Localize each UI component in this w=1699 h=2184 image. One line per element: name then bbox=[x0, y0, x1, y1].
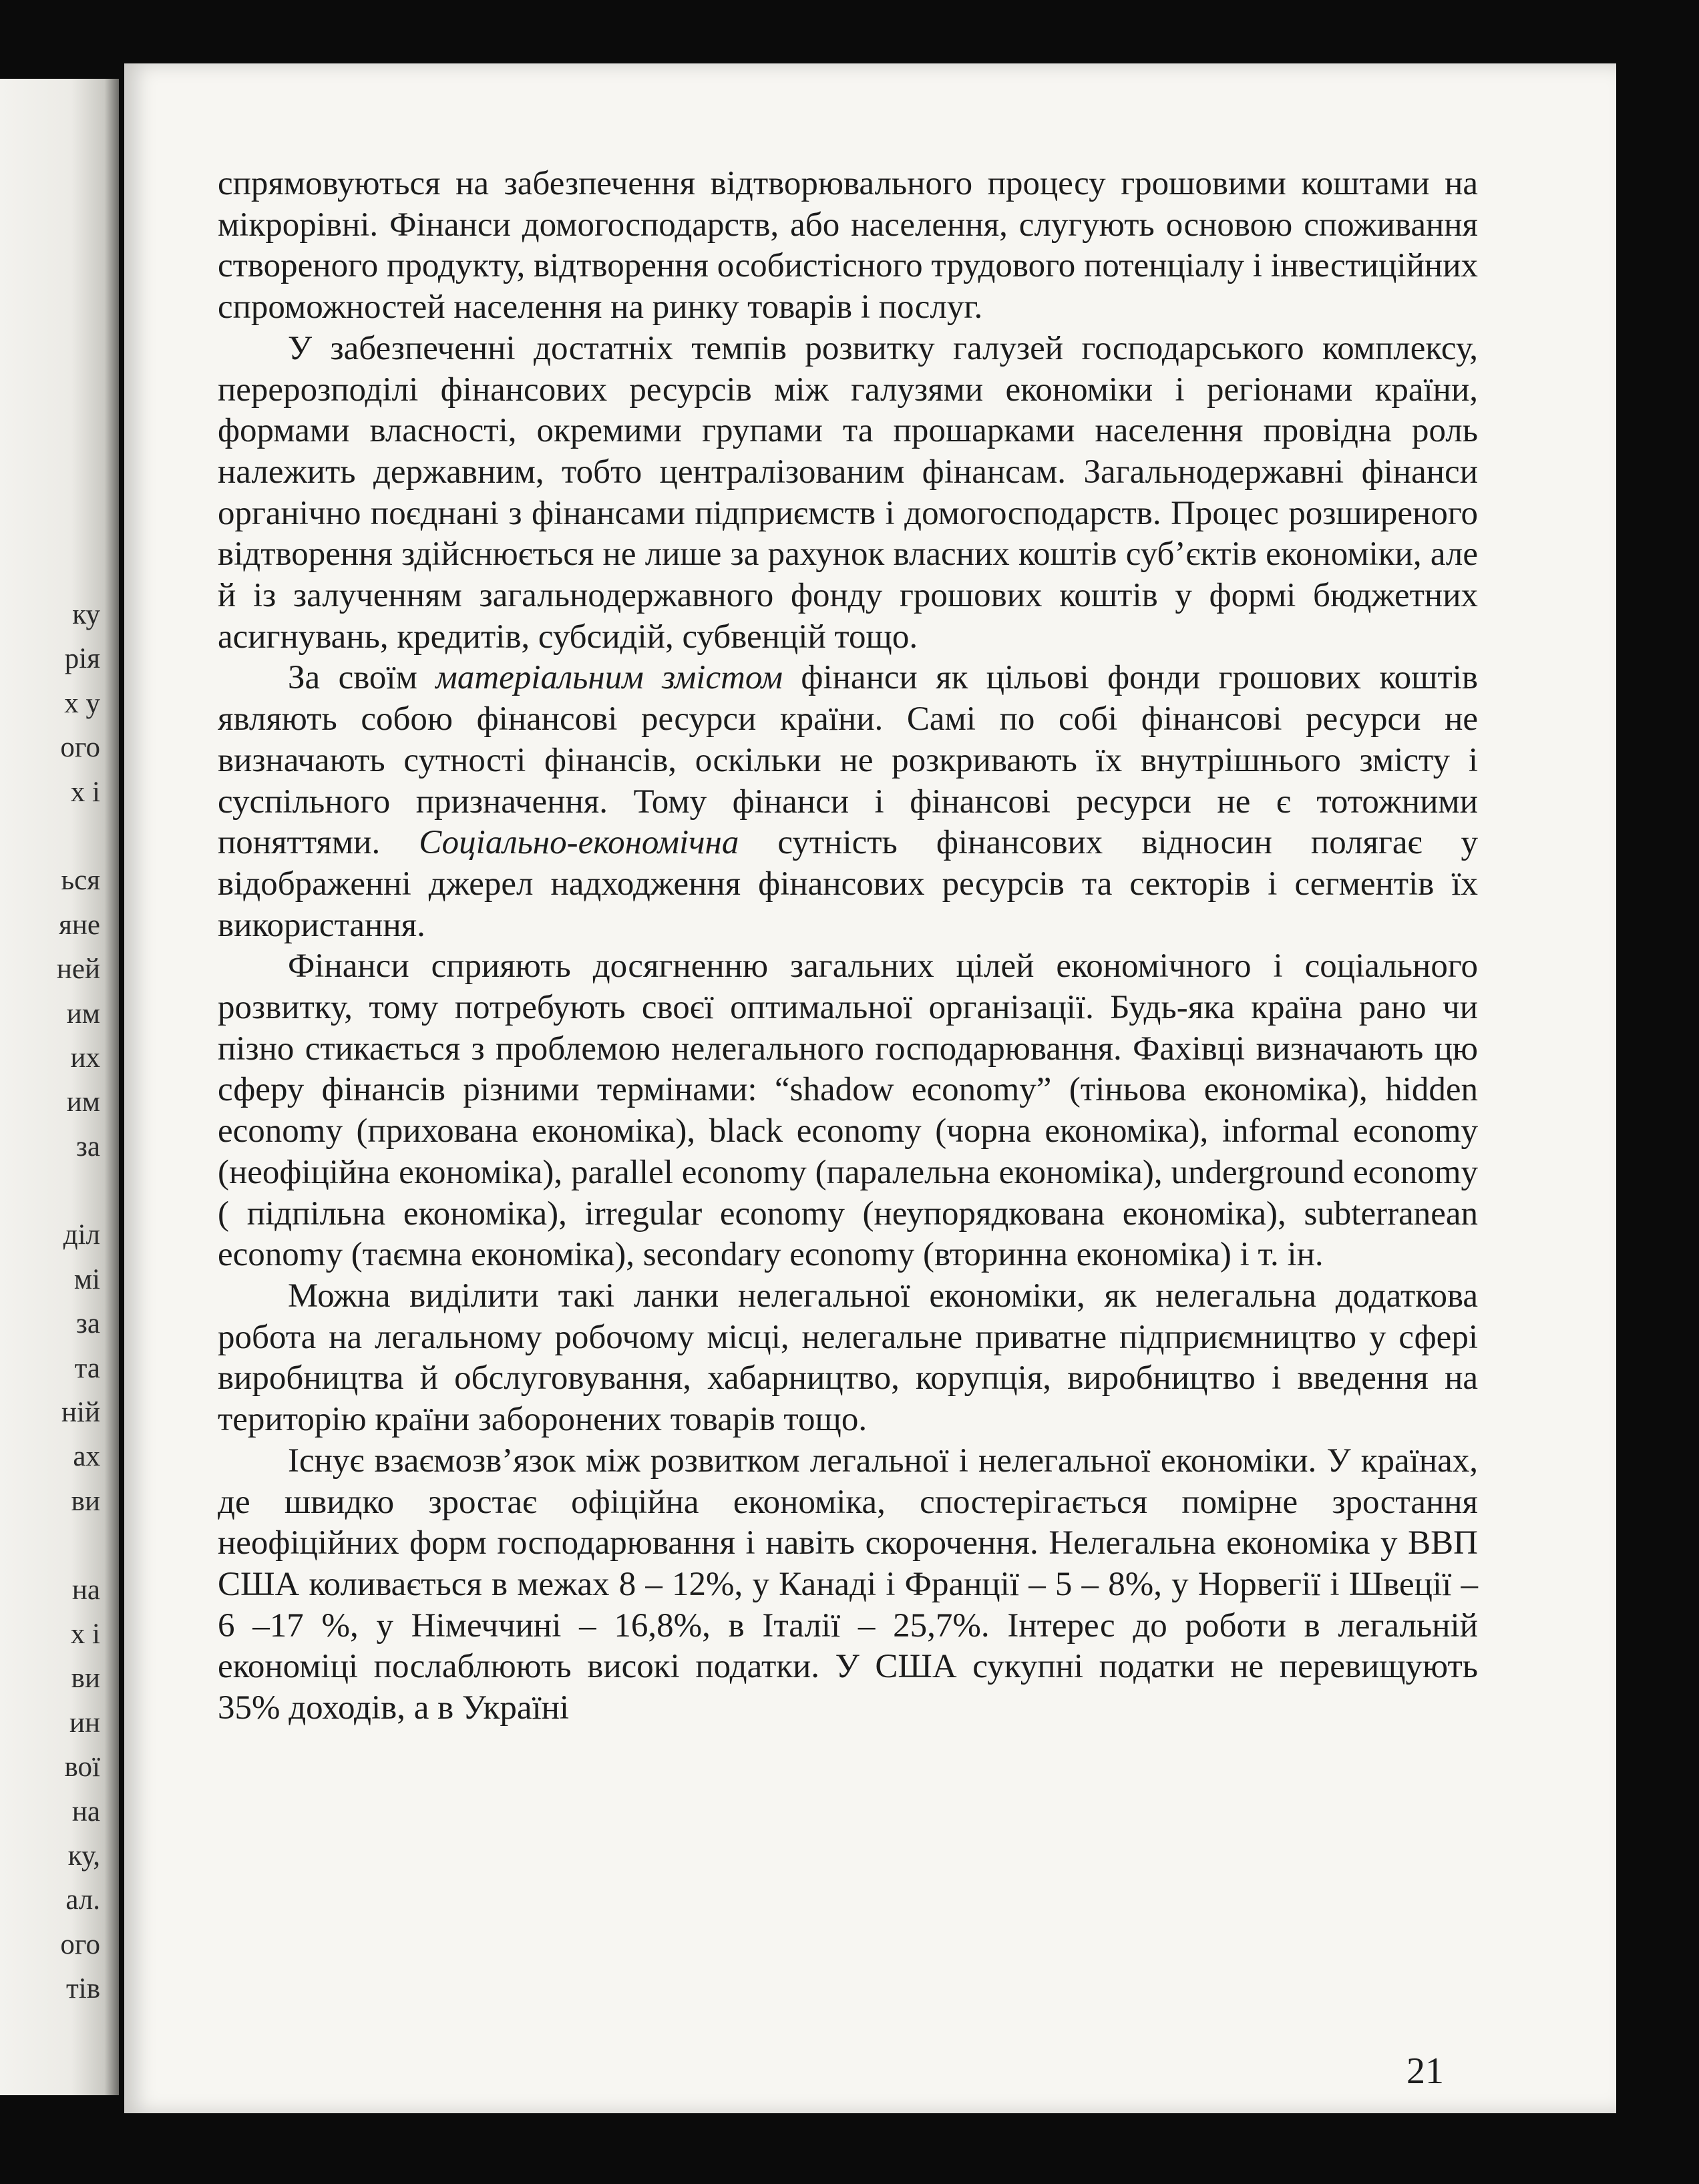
page bbox=[124, 63, 1616, 2113]
left-fragment-line: рія bbox=[64, 643, 100, 675]
left-fragment-line: их bbox=[70, 1042, 100, 1074]
left-fragment-line: ого bbox=[60, 1928, 100, 1960]
text-run: спрямовуються на забезпечення відтворювального процесу грошовими коштами на мікрорівні. Фінанси домогосподарств, або населення, слугують основою споживання створеного продукту, відтворення особистісного трудового потенціалу і інвестиційних спроможностей населення на ринку товарів і послуг. bbox=[218, 165, 1478, 326]
left-fragment-line: мі bbox=[73, 1263, 100, 1295]
left-fragment-line: ин bbox=[69, 1707, 100, 1739]
left-fragment-line: яне bbox=[59, 909, 100, 941]
paragraph bbox=[218, 329, 1478, 658]
left-fragment-line: діл bbox=[63, 1219, 100, 1251]
text-run: У забезпеченні достатніх темпів розвитку галузей господарського комплексу, перерозподілі фінансових ресурсів між галузями економіки і регіонами країни, формами власності, окремими групами та прошарками населення провідна роль належить державним, тобто централізованим фінансам. Загальнодержавні фінанси органічно поєднані з фінансами підприємств і домогосподарств. Процес розширеного відтворення здійснюється не лише за рахунок власних коштів суб’єктів економіки, але й із залученням загальнодержавного фонду грошових коштів у формі бюджетних асигнувань, кредитів, субсидій, субвенцій тощо. bbox=[218, 329, 1478, 656]
left-fragment-line: та bbox=[74, 1352, 100, 1384]
paragraph bbox=[218, 946, 1478, 1276]
italic-term: Соціально-економічна bbox=[419, 824, 739, 862]
left-fragment-line: х і bbox=[70, 1618, 100, 1650]
paragraph bbox=[218, 164, 1478, 329]
left-fragment-line: ней bbox=[56, 953, 100, 986]
left-fragment-line: х у bbox=[64, 687, 100, 719]
paragraph bbox=[218, 658, 1478, 946]
left-fragment-line: х і bbox=[70, 776, 100, 808]
left-fragment-line bbox=[0, 1169, 100, 1213]
text-run: Фінанси сприяють досягненню загальних цілей економічного і соціального розвитку, тому потребують своєї оптимальної організації. Будь-яка країна рано чи пізно стикається з проблемою нелегального господарювання. Фахівці визначають цю сферу фінансів різними термінами: “shadow economy” (тіньова економіка), hidden economy (прихована економіка), black economy (чорна економіка), informal economy (неофіційна економіка), parallel economy (паралельна економіка), underground economy ( підпільна економіка), irregular economy (неупорядкована економіка), subterranean economy (таємна економіка), secondary economy (вторинна економіка) і т. ін. bbox=[218, 947, 1478, 1274]
previous-page-text-fragments bbox=[0, 593, 100, 2012]
left-fragment-line: ку, bbox=[67, 1839, 100, 1872]
left-fragment-line bbox=[0, 815, 100, 859]
left-fragment-line: ого bbox=[60, 732, 100, 764]
text-run: сутність фінансових відносин полягає у відображенні джерел надходження фінансових ресурсів та секторів і сегментів їх використання. bbox=[218, 824, 1478, 944]
left-fragment-line: ах bbox=[73, 1441, 100, 1473]
left-fragment-line: ви bbox=[71, 1485, 100, 1517]
paragraph bbox=[218, 1441, 1478, 1729]
text-run: За своїм bbox=[288, 659, 436, 697]
left-fragment-line: на bbox=[71, 1795, 100, 1827]
left-fragment-line: ви bbox=[71, 1663, 100, 1695]
page-body-text bbox=[218, 164, 1478, 1729]
left-fragment-line: им bbox=[66, 998, 100, 1030]
text-run: Існує взаємозв’язок між розвитком легальної і нелегальної економіки. У країнах, де швидко зростає офіційна економіка, спостерігається помірне зростання неофіційних форм господарювання і навіть скорочення. Нелегальна економіка у ВВП США коливається в межах 8 – 12%, у Канаді і Франції – 5 – 8%, у Норвегії і Швеції – 6 –17 %, у Німеччині – 16,8%, в Італії – 25,7%. Інтерес до роботи в легальній економіці послаблюють високі податки. У США сукупні податки не перевищують 35% доходів, а в Україні bbox=[218, 1442, 1478, 1727]
left-fragment-line: вої bbox=[64, 1751, 100, 1783]
left-fragment-line: тів bbox=[65, 1973, 100, 2005]
previous-page-edge bbox=[0, 79, 119, 2095]
left-fragment-line bbox=[0, 1524, 100, 1568]
left-fragment-line: на bbox=[71, 1574, 100, 1606]
left-fragment-line: за bbox=[75, 1130, 100, 1162]
left-fragment-line: за bbox=[75, 1308, 100, 1340]
left-fragment-line: ку bbox=[72, 599, 100, 630]
paragraph bbox=[218, 1276, 1478, 1441]
left-fragment-line: ній bbox=[61, 1397, 100, 1429]
text-run: фінанси як цільові фонди грошових коштів являють собою фінансові ресурси країни. Самі по собі фінансові ресурси не визначають сутності фінансів, оскільки не розкривають їх внутрішнього змісту і суспільного призначення. Тому фінанси і фінансові ресурси не є тотожними поняттями. bbox=[218, 659, 1478, 862]
left-fragment-line: им bbox=[66, 1086, 100, 1118]
left-fragment-line: ал. bbox=[65, 1884, 100, 1916]
text-run: Можна виділити такі ланки нелегальної економіки, як нелегальна додаткова робота на легальному робочому місці, нелегальне приватне підприємництво у сфері виробництва й обслуговування, хабарництво, корупція, виробництво і введення на територію країни заборонених товарів тощо. bbox=[218, 1277, 1478, 1439]
left-fragment-line: ься bbox=[61, 865, 100, 897]
italic-term: матеріальним змістом bbox=[435, 659, 783, 697]
page-number: 21 bbox=[1406, 2050, 1444, 2092]
